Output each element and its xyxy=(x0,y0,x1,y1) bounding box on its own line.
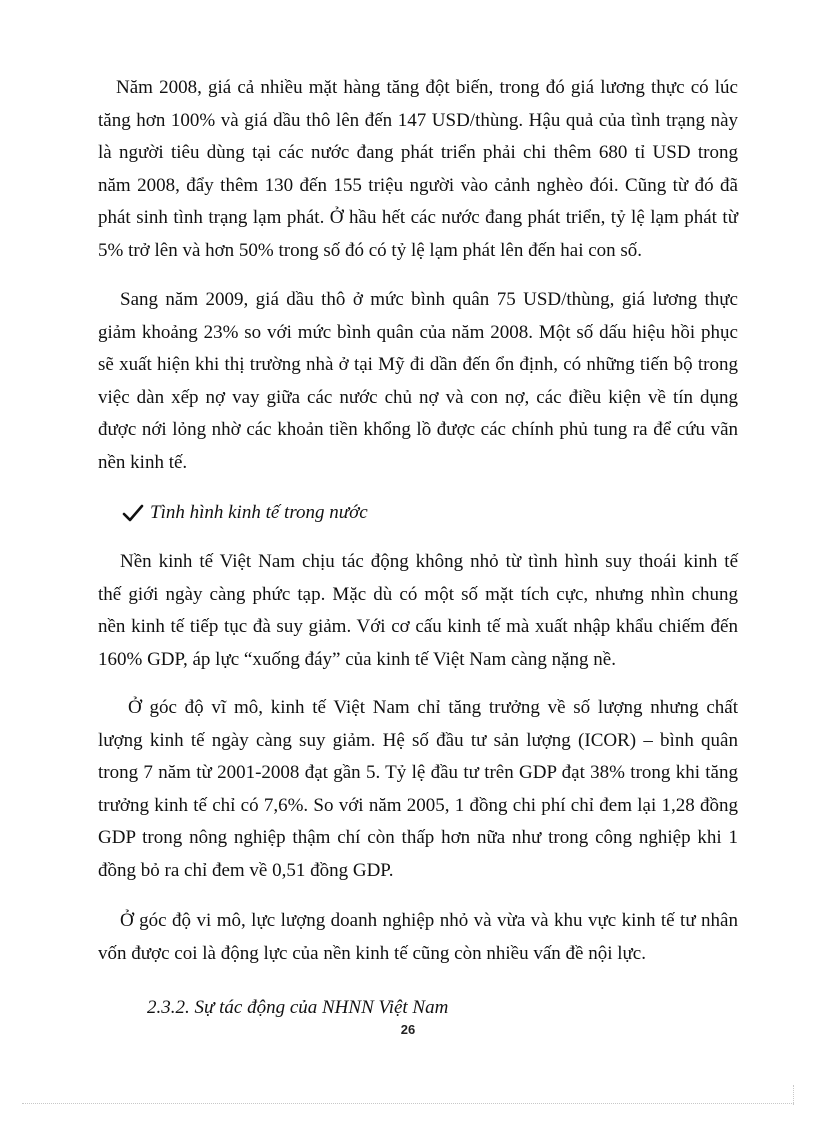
text-line: đồng bỏ ra chỉ đem về 0,51 đồng GDP. xyxy=(98,859,394,881)
text-line: tăng hơn 100% và giá dầu thô lên đến 147 USD/thùng. Hậu quả của tình trạng này xyxy=(98,109,738,131)
text-line: trong 7 năm từ 2001-2008 đạt gần 5. Tỷ lệ đầu tư trên GDP đạt 38% trong khi tăng xyxy=(98,762,738,783)
text-line: Năm 2008, giá cả nhiều mặt hàng tăng đột biến, trong đó giá lương thực có lúc xyxy=(116,77,738,98)
text-line: Ở góc độ vi mô, lực lượng doanh nghiệp nhỏ và vừa và khu vực kinh tế tư nhân xyxy=(120,910,738,931)
text-line: nền kinh tế. xyxy=(98,451,188,473)
text-line: là người tiêu dùng tại các nước đang phát triển phải chi thêm 680 tỉ USD trong xyxy=(98,142,738,163)
paragraph-vietnam-economy xyxy=(98,546,738,676)
subsection-heading: 2.3.2. Sự tác động của NHNN Việt Nam xyxy=(147,997,449,1018)
text-line: việc dàn xếp nợ vay giữa các nước chủ nợ và con nợ, các điều kiện về tín dụng xyxy=(98,386,738,408)
paragraph-global-prices-2008 xyxy=(98,72,738,267)
text-line: được nới lỏng nhờ các khoản tiền khổng lồ được các chính phủ tung ra để cứu vãn xyxy=(98,419,738,440)
text-line: GDP trong nông nghiệp thậm chí còn thấp hơn nữa như trong công nghiệp khi 1 xyxy=(98,827,738,848)
text-line: phát sinh tình trạng lạm phát. Ở hầu hết các nước đang phát triển, tỷ lệ lạm phát từ xyxy=(98,207,738,228)
paragraph-recovery-2009 xyxy=(98,284,738,479)
text-line: 160% GDP, áp lực “xuống đáy” của kinh tế Việt Nam càng nặng nề. xyxy=(98,648,616,670)
bullet-heading-text: Tình hình kinh tế trong nước xyxy=(150,502,368,523)
bullet-heading xyxy=(122,499,368,527)
paragraph-micro-view xyxy=(98,905,738,970)
text-line: Sang năm 2009, giá dầu thô ở mức bình quân 75 USD/thùng, giá lương thực xyxy=(120,289,738,310)
text-line: nền kinh tế tiếp tục đà suy giảm. Với cơ cấu kinh tế mà xuất nhập khẩu chiếm đến xyxy=(98,616,738,637)
page-number: 26 xyxy=(400,1022,416,1037)
text-line: Ở góc độ vĩ mô, kinh tế Việt Nam chỉ tăng trưởng về số lượng nhưng chất xyxy=(128,697,738,718)
corner-dotted-rule xyxy=(793,1085,794,1105)
text-line: giảm khoảng 23% so với mức bình quân của năm 2008. Một số dấu hiệu hồi phục xyxy=(98,321,738,343)
text-line: thế giới ngày càng phức tạp. Mặc dù có một số mặt tích cực, nhưng nhìn chung xyxy=(98,583,738,605)
text-line: lượng kinh tế ngày càng suy giảm. Hệ số đầu tư sản lượng (ICOR) – bình quân xyxy=(98,729,738,751)
checkmark-icon xyxy=(122,503,144,523)
text-line: trưởng kinh tế chỉ có 7,6%. So với năm 2005, 1 đồng chi phí chỉ đem lại 1,28 đồng xyxy=(98,794,738,816)
text-line: vốn được coi là động lực của nền kinh tế cũng còn nhiều vấn đề nội lực. xyxy=(98,942,646,964)
footer-dotted-rule xyxy=(22,1103,794,1104)
paragraph-macro-view xyxy=(98,692,738,887)
text-line: 5% trở lên và hơn 50% trong số đó có tỷ lệ lạm phát lên đến hai con số. xyxy=(98,239,643,261)
text-line: sẽ xuất hiện khi thị trường nhà ở tại Mỹ đi dần đến ổn định, có những tiến bộ trong xyxy=(98,354,738,375)
text-line: Nền kinh tế Việt Nam chịu tác động không nhỏ từ tình hình suy thoái kinh tế xyxy=(120,551,738,572)
text-line: năm 2008, đẩy thêm 130 đến 155 triệu người vào cảnh nghèo đói. Cũng từ đó đã xyxy=(98,174,738,196)
